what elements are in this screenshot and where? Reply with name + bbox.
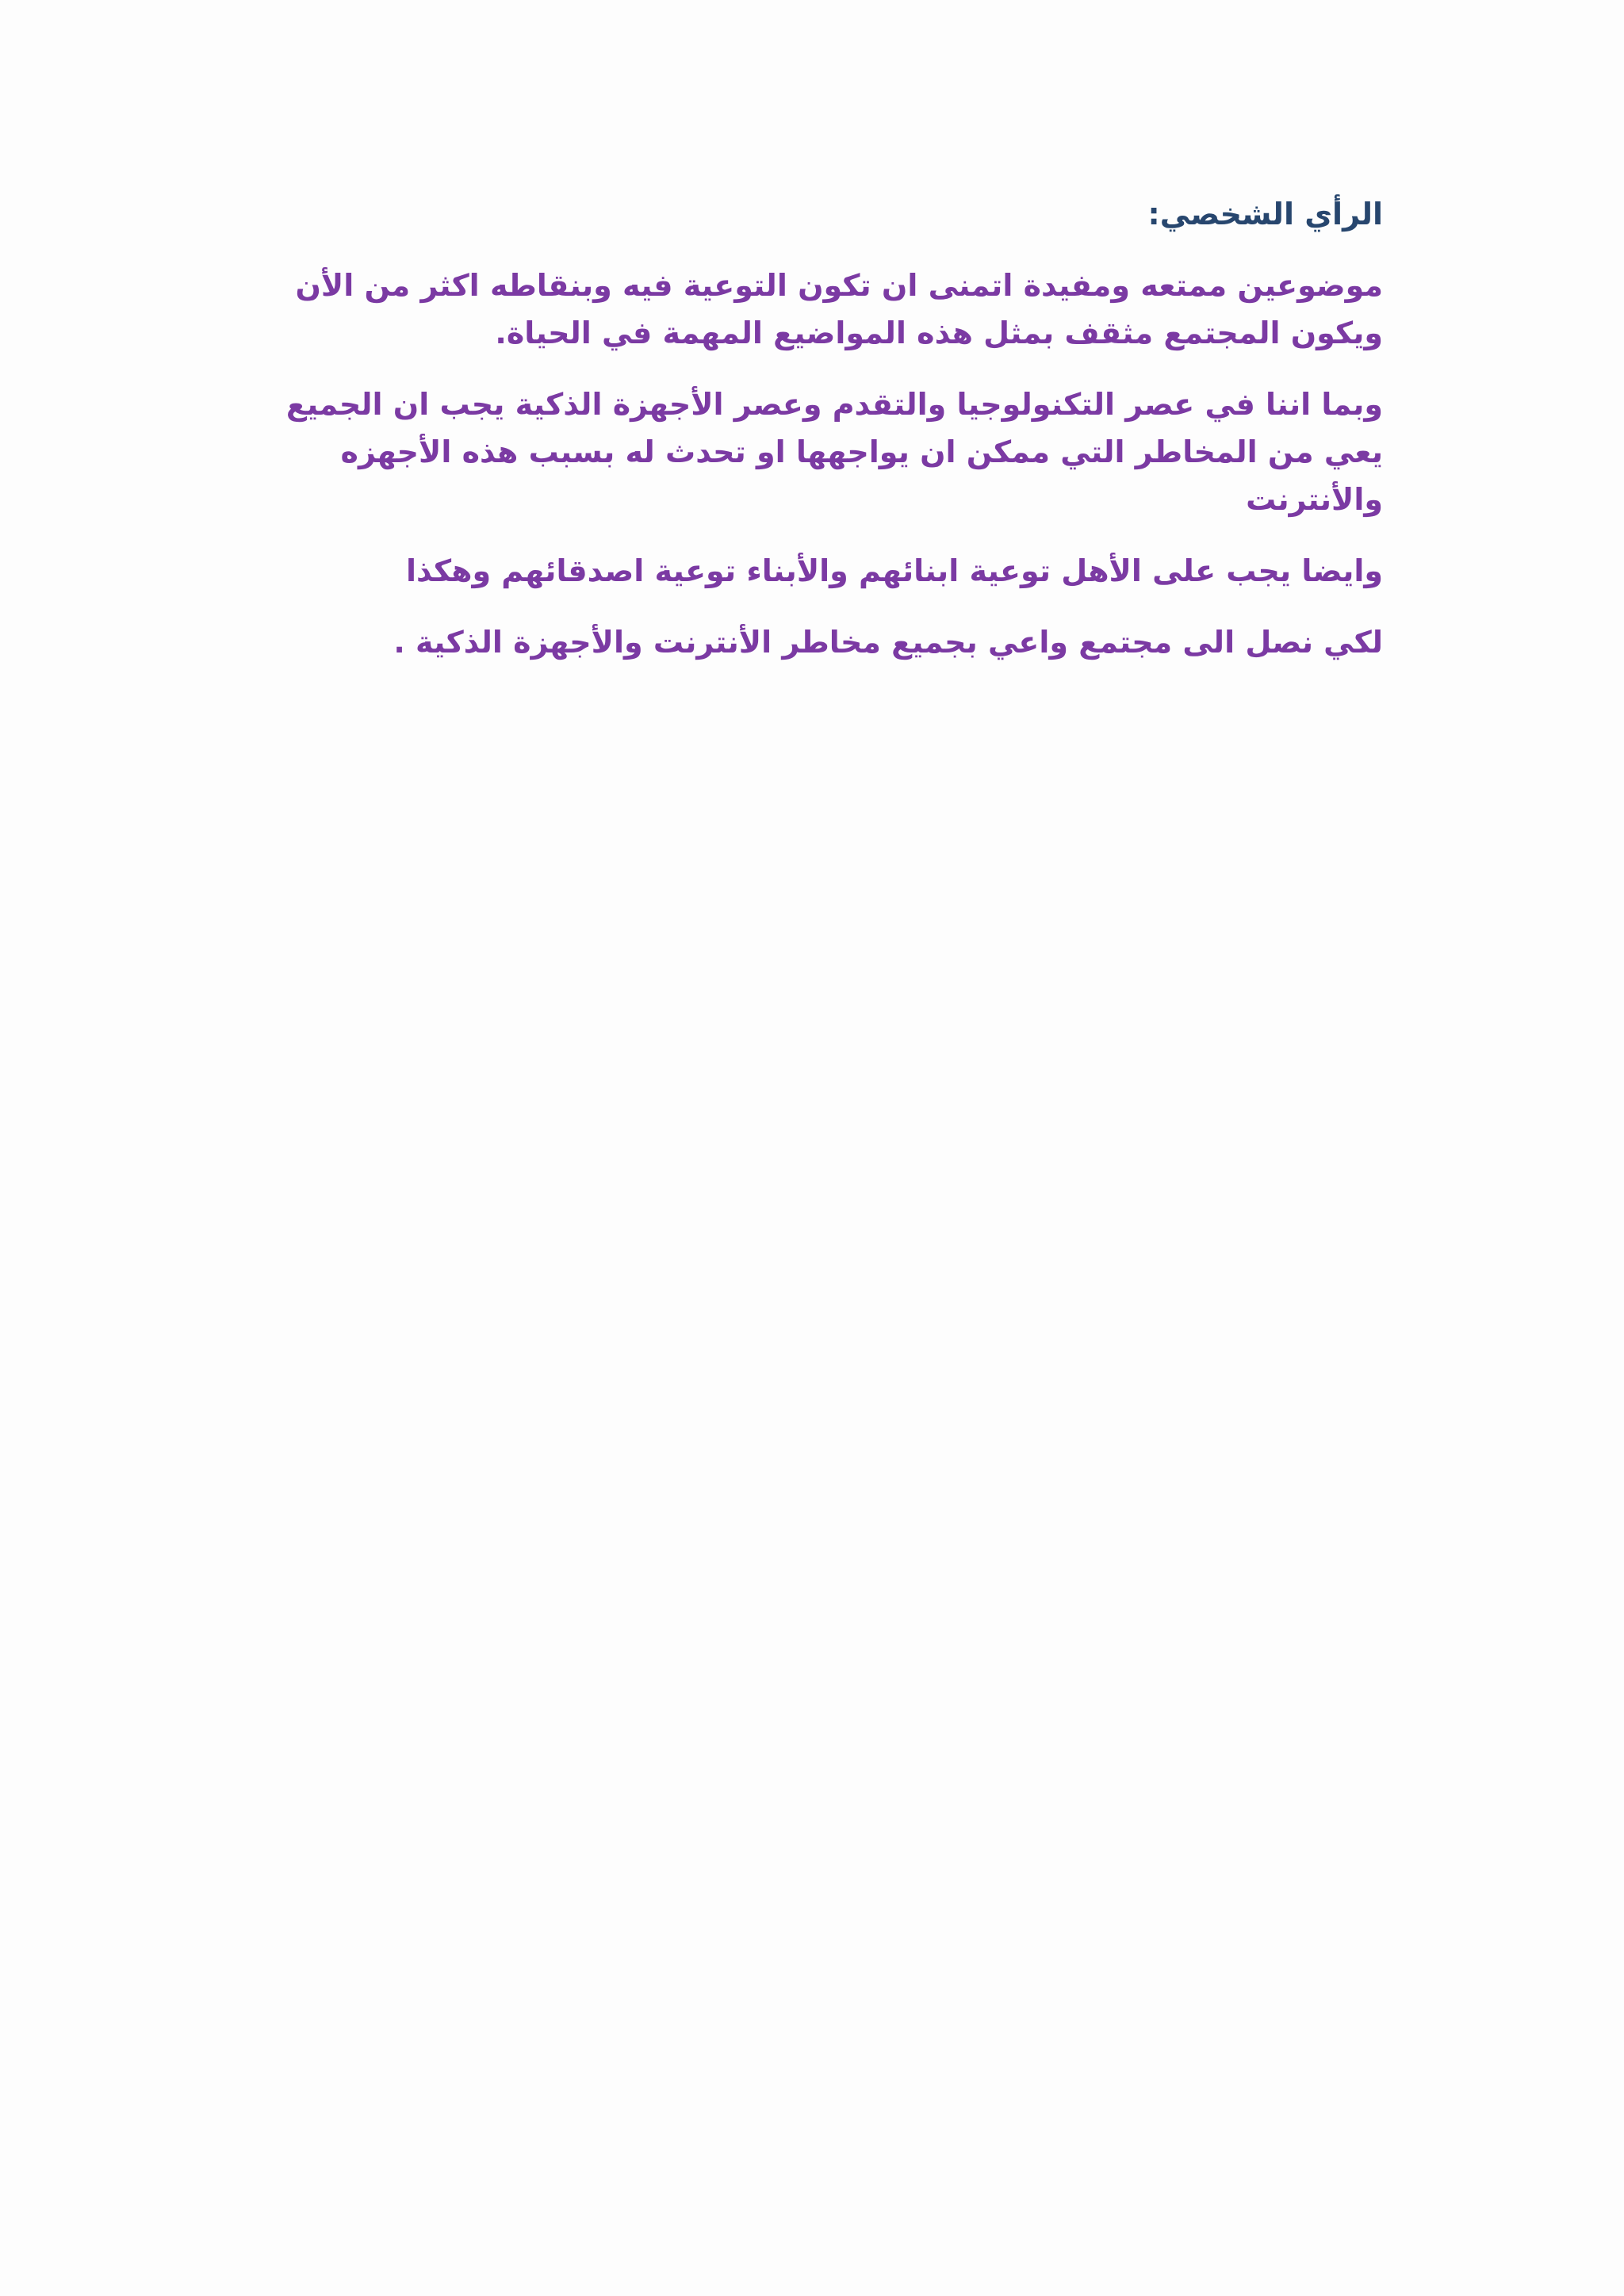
paragraph-line: لكي نصل الى مجتمع واعي بجميع مخاطر الأنترنت والأجهزة الذكية . <box>393 625 1383 660</box>
document-body <box>285 190 1383 690</box>
paragraph-line: ويكون المجتمع مثقف بمثل هذه المواضيع المهمة في الحياة. <box>495 316 1383 350</box>
paragraph-line: موضوعين ممتعه ومفيدة اتمنى ان تكون التوعية فيه وبنقاطه اكثر من الأن <box>295 268 1383 303</box>
paragraph-line: والأنترنت <box>1246 482 1383 517</box>
paragraph-line: وبما اننا في عصر التكنولوجيا والتقدم وعصر الأجهزة الذكية يجب ان الجميع <box>285 387 1383 422</box>
paragraph-1 <box>285 262 1383 357</box>
paragraph-4 <box>285 618 1383 666</box>
paragraph-line: يعي من المخاطر التي ممكن ان يواجهها او تحدث له بسبب هذه الأجهزه <box>340 434 1383 469</box>
section-heading: الرأي الشخصي: <box>1147 197 1383 232</box>
paragraph-line: وايضا يجب على الأهل توعية ابنائهم والأبناء توعية اصدقائهم وهكذا <box>406 553 1383 588</box>
paragraph-2 <box>285 381 1383 523</box>
paragraph-3 <box>285 547 1383 595</box>
